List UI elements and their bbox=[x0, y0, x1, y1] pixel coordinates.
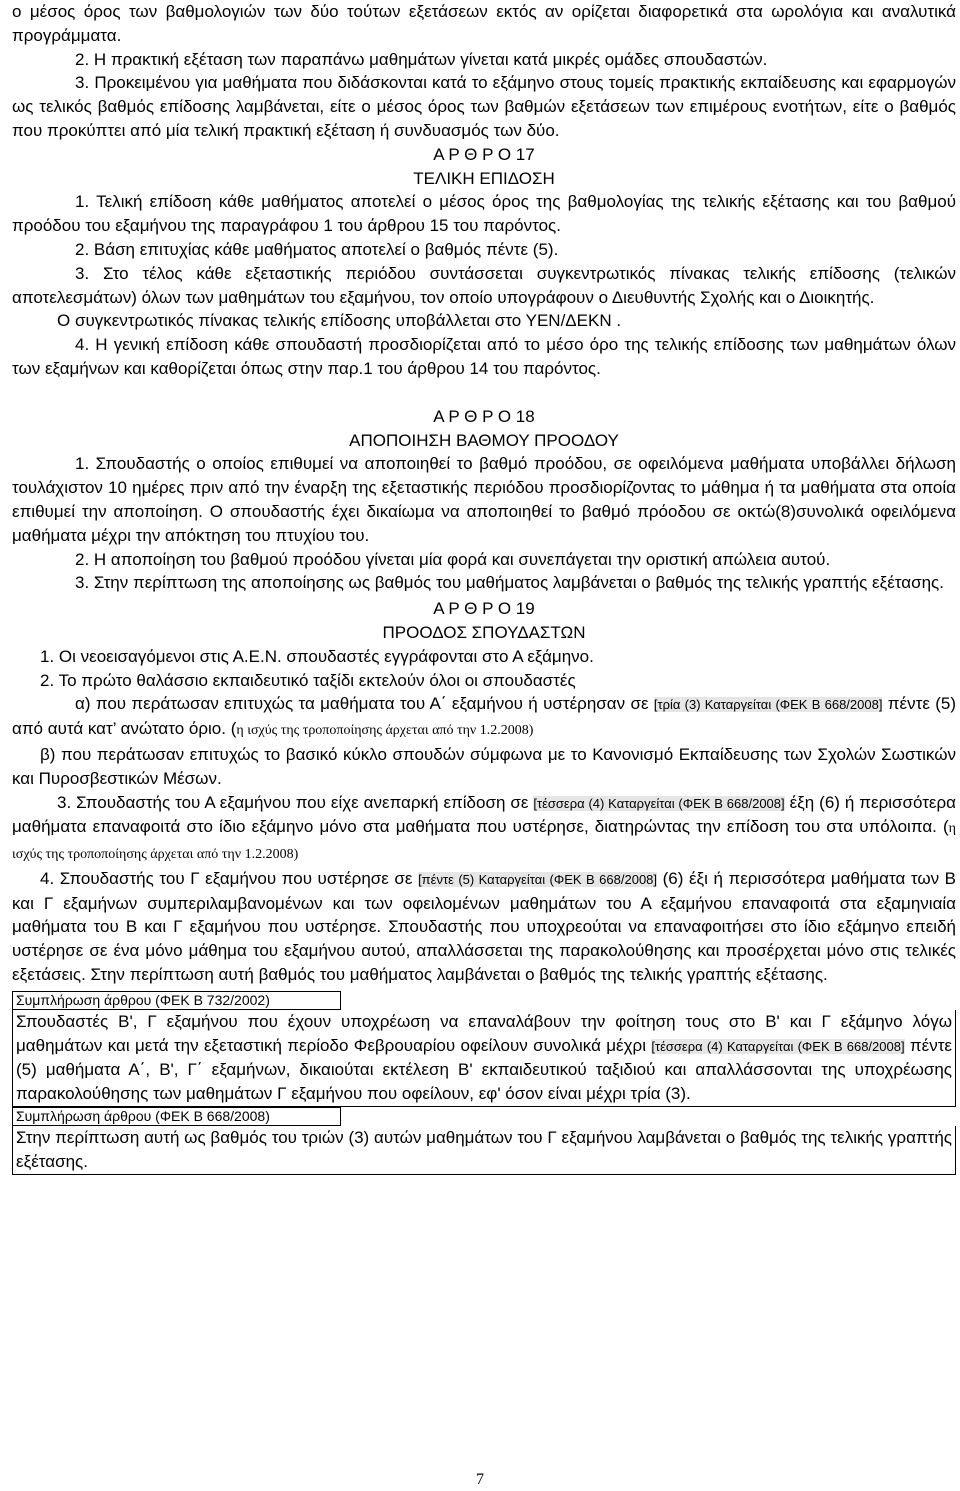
amendment-note: η ισχύς της τροποποίησης άρχεται από την 1.2.2008) bbox=[236, 723, 534, 739]
repeal-highlight: [τέσσερα (4) Καταργείται (ΦΕΚ Β 668/2008] bbox=[651, 1038, 905, 1054]
item-a-text-2: πέντε (5) από αυτά κατ’ ανώτατο όριο. ( bbox=[12, 694, 957, 739]
document-body bbox=[12, 0, 956, 1175]
article-18-heading: Α Ρ Θ Ρ Ο 18 bbox=[433, 406, 535, 426]
paragraph-3: 3. Προκειμένου για μαθήματα που διδάσκονται κατά το εξάμηνο στους τομείς πρακτικής εκπαίδευσης και εφαρμογών ως τελικός βαθμός επίδοσης λαμβάνεται, είτε ο μέσος όρος των βαθμών εξετάσεων των επιμέρους ενοτήτων, είτε ο βαθμός που προκύπτει από μία τελική πρακτική εξέταση ή συνδυασμός των δύο. bbox=[12, 73, 956, 140]
supplement-box-2-body: Στην περίπτωση αυτή ως βαθμός του τριών (3) αυτών μαθημάτων του Γ εξαμήνου λαμβάνεται ο βαθμός της τελικής γραπτής εξέτασης. bbox=[12, 1126, 956, 1175]
paragraph-continuation: ο μέσος όρος των βαθμολογιών των δύο τούτων εξετάσεων εκτός αν ορίζεται διαφορετικά στα ωρολόγια και αναλυτικά προγράμματα. bbox=[12, 2, 956, 45]
supplement-text-2: πέντε (5) μαθήματα Α΄, Β', Γ΄ εξαμήνων, δικαιούται εκτέλεση Β' εκπαιδευτικού ταξιδιού και απαλλάσσονται της υποχρέωσης παρακολούθησης των μαθημάτων Γ εξαμήνου που οφείλουν, εφ' όσον είναι μέχρι τρία (3). bbox=[16, 1035, 953, 1104]
article-18-paragraph-1: 1. Σπουδαστής ο οποίος επιθυμεί να αποποιηθεί το βαθμό προόδου, σε οφειλόμενα μαθήματα υποβάλλει δήλωση τουλάχιστον 10 ημέρες πριν από την έναρξη της εξεταστικής περιόδου προσδιορίζοντας το μάθημα ή τα μαθήματα στα οποία επιθυμεί την αποποίηση. Ο σπουδαστής έχει δικαίωμα να αποποιηθεί το βαθμό πρόοδου σε οκτώ(8)συνολικά οφειλόμενα μαθήματα μέχρι την απόκτηση του πτυχίου του. bbox=[12, 454, 956, 545]
paragraph-3-text-2: έξη (6) ή περισσότερα μαθήματα επαναφοιτά στο ίδιο εξάμηνο μόνο στα μαθήματα που υστέρησε, διατηρώντας την επίδοση του στα υπόλοιπα. ( bbox=[12, 792, 957, 837]
supplement-box-header: Συμπλήρωση άρθρου (ΦΕΚ Β 732/2002) bbox=[12, 991, 341, 1010]
article-19-item-a bbox=[12, 692, 956, 743]
article-17-paragraph-3: 3. Στο τέλος κάθε εξεταστικής περιόδου συντάσσεται συγκεντρωτικός πίνακας τελικής επίδοσης (τελικών αποτελεσμάτων) όλων των μαθημάτων του εξαμήνου, τον οποίο υπογράφουν ο Διευθυντής Σχολής και ο Διοικητής. bbox=[12, 263, 956, 307]
item-a-text: α) που περάτωσαν επιτυχώς τα μαθήματα του Α΄ εξαμήνου ή υστέρησαν σε bbox=[75, 694, 654, 714]
article-19-paragraph-4 bbox=[12, 867, 956, 987]
paragraph-4-text: 4. Σπουδαστής του Γ εξαμήνου που υστέρησε σε bbox=[40, 868, 419, 888]
page-number: 7 bbox=[476, 1471, 484, 1488]
article-19-paragraph-2: 2. Το πρώτο θαλάσσιο εκπαιδευτικό ταξίδι εκτελούν όλοι οι σπουδαστές bbox=[40, 670, 576, 690]
article-19-item-b: β) που περάτωσαν επιτυχώς το βασικό κύκλο σπουδών σύμφωνα με το Κανονισμό Εκπαίδευσης των Σχολών Σωστικών και Πυροσβεστικών Μέσων. bbox=[12, 744, 956, 788]
paragraph-4-text-2: (6) έξι ή περισσότερα μαθήματα των Β και Γ εξαμήνων συμπεριλαμβανομένων και των οφειλομένων μαθημάτων του Α εξαμήνου επαναφοιτά στα εξαμηνιαία μαθήματα του Β και Γ εξαμήνου που υστέρησε. Σπουδαστής που υποχρεούται να επαναφοιτήσει στο ίδιο εξάμηνο επειδή υστέρησε σε ένα μόνο μάθημα του εξαμήνου αυτού, απαλλάσσεται της παρακολούθησης και προσέρχεται μόνο στις τελικές εξετάσεις. Στην περίπτωση αυτή βαθμός του μαθήματος λαμβάνεται ο βαθμός της τελικής γραπτής εξέτασης. bbox=[12, 868, 956, 985]
article-19-paragraph-3 bbox=[12, 791, 956, 867]
article-18-title: ΑΠΟΠΟΙΗΣΗ ΒΑΘΜΟΥ ΠΡΟΟΔΟΥ bbox=[349, 430, 619, 450]
article-19-title: ΠΡΟΟΔΟΣ ΣΠΟΥΔΑΣΤΩΝ bbox=[382, 622, 586, 642]
repeal-highlight: [πέντε (5) Καταργείται (ΦΕΚ Β 668/2008] bbox=[418, 871, 658, 887]
supplement-text: Σπουδαστές Β', Γ εξαμήνου που έχουν υποχρέωση να επαναλάβουν την φοίτηση τους στο Β' και Γ εξάμηνο λόγω μαθημάτων και μετά την εξεταστική περίοδο Φεβρουαρίου οφείλουν συνολικά μέχρι bbox=[16, 1011, 952, 1055]
article-17-paragraph-4: 4. Η γενική επίδοση κάθε σπουδαστή προσδιορίζεται από το μέσο όρο της τελικής επίδοσης των μαθημάτων όλων των εξαμήνων και καθορίζεται όπως στην παρ.1 του άρθρου 14 του παρόντος. bbox=[12, 335, 956, 378]
article-17-heading: Α Ρ Θ Ρ Ο 17 bbox=[433, 144, 535, 164]
repeal-highlight: [τέσσερα (4) Καταργείται (ΦΕΚ Β 668/2008] bbox=[533, 795, 785, 811]
paragraph-3-text: 3. Σπουδαστής του Α εξαμήνου που είχε ανεπαρκή επίδοση σε bbox=[57, 792, 534, 812]
article-18-paragraph-2: 2. Η αποποίηση του βαθμού προόδου γίνεται μία φορά και συνεπάγεται την οριστική απώλεια αυτού. bbox=[75, 549, 831, 569]
article-17-paragraph-1: 1. Τελική επίδοση κάθε μαθήματος αποτελεί ο μέσος όρος της βαθμολογίας της τελικής εξέτασης και του βαθμού προόδου του εξαμήνου της παραγράφου 1 του άρθρου 15 του παρόντος. bbox=[12, 192, 956, 236]
supplement-box-2-header: Συμπλήρωση άρθρου (ΦΕΚ Β 668/2008) bbox=[12, 1107, 341, 1126]
article-19-paragraph-1: 1. Οι νεοεισαγόμενοι στις Α.Ε.Ν. σπουδαστές εγγράφονται στο Α εξάμηνο. bbox=[40, 646, 594, 666]
article-19-heading: Α Ρ Θ Ρ Ο 19 bbox=[433, 599, 535, 619]
paragraph-2: 2. Η πρακτική εξέταση των παραπάνω μαθημάτων γίνεται κατά μικρές ομάδες σπουδαστών. bbox=[75, 49, 768, 69]
repeal-highlight: [τρία (3) Καταργείται (ΦΕΚ Β 668/2008] bbox=[653, 697, 883, 713]
article-18-paragraph-3: 3. Στην περίπτωση της αποποίησης ως βαθμός του μαθήματος λαμβάνεται ο βαθμός της τελικής γραπτής εξέτασης. bbox=[75, 573, 944, 593]
amendment-note: η ισχύς της τροποποίησης άρχεται από την 1.2.2008) bbox=[12, 821, 956, 863]
supplement-box-body bbox=[12, 1010, 956, 1107]
article-17-paragraph-2: 2. Βάση επιτυχίας κάθε μαθήματος αποτελεί ο βαθμός πέντε (5). bbox=[75, 239, 559, 259]
article-17-title: ΤΕΛΙΚΗ ΕΠΙΔΟΣΗ bbox=[413, 168, 555, 188]
article-17-paragraph-3b: Ο συγκεντρωτικός πίνακας τελικής επίδοσης υποβάλλεται στο ΥΕΝ/ΔΕΚΝ . bbox=[57, 311, 622, 331]
